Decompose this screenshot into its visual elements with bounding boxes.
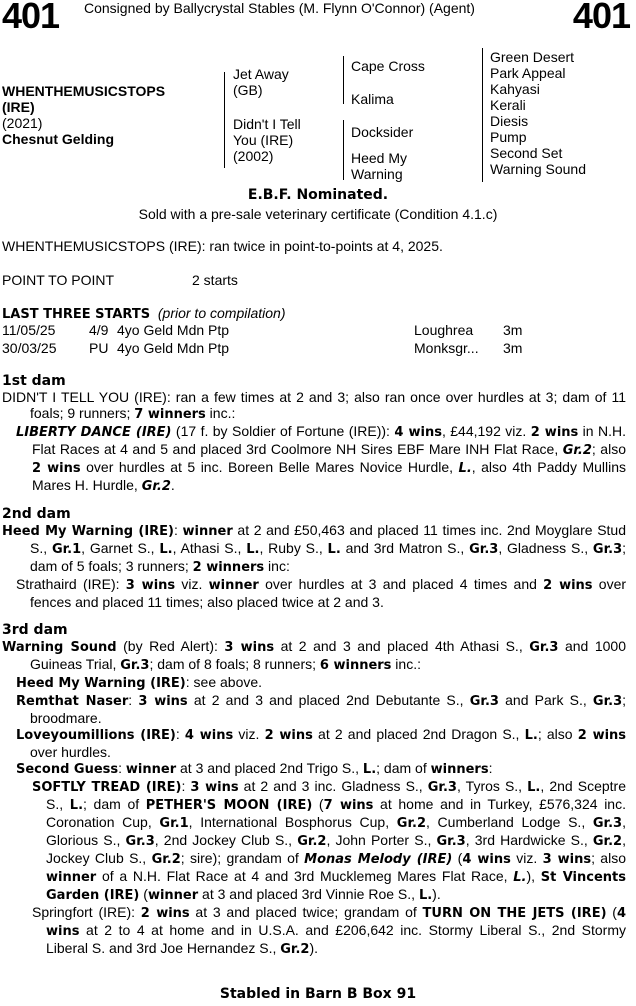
start-row-course: Loughrea <box>414 322 474 338</box>
second-dam-heading: 2nd dam <box>2 506 71 522</box>
horse-identity <box>2 83 165 147</box>
ebf-nominated: E.B.F. Nominated. <box>247 187 389 203</box>
pedigree-bracket-2a <box>343 56 344 104</box>
start-row-distance: 3m <box>503 322 523 338</box>
pedigree-bracket-1 <box>224 72 225 168</box>
race-record-value: 2 starts <box>192 272 238 288</box>
start-row-race: 4yo Geld Mdn Ptp <box>117 322 230 338</box>
start-row-distance: 3m <box>503 340 523 356</box>
first-dam-heading: 1st dam <box>2 373 66 389</box>
stabling-footer: Stabled in Barn B Box 91 <box>219 986 417 1002</box>
start-row-date: 30/03/25 <box>2 340 57 356</box>
pedigree-gen2-d: Heed My Warning <box>351 150 408 182</box>
start-row-date: 11/05/25 <box>2 322 56 338</box>
pedigree-gen3: Green Desert Park Appeal Kahyasi Kerali Diesis Pump Second Set Warning Sound <box>490 49 586 177</box>
pedigree-dam: Didn't I Tell You (IRE) (2002) <box>233 116 301 164</box>
horse-year: (2021) <box>2 115 43 131</box>
pedigree-gen2-b: Kalima <box>351 91 394 107</box>
pedigree-gen2-a: Cape Cross <box>351 58 425 74</box>
horse-name: WHENTHEMUSICSTOPS <box>2 83 166 99</box>
lot-number-right: 401 <box>572 0 630 36</box>
vet-certificate-note: Sold with a pre-sale veterinary certificate (Condition 4.1.c) <box>138 206 498 222</box>
consignor-line: Consigned by Ballycrystal Stables (M. Flynn O'Connor) (Agent) <box>84 0 475 16</box>
start-row-position: 4/9 <box>89 322 109 338</box>
lot-number-left: 401 <box>2 0 60 36</box>
pedigree-bracket-2b <box>343 120 344 180</box>
start-row-race: 4yo Geld Mdn Ptp <box>117 340 230 356</box>
start-row-position: PU <box>89 340 109 356</box>
pedigree-bracket-3 <box>482 48 483 182</box>
race-record-label: POINT TO POINT <box>2 272 115 288</box>
horse-summary: WHENTHEMUSICSTOPS (IRE): ran twice in point-to-points at 4, 2025. <box>2 238 443 254</box>
horse-suffix: (IRE) <box>2 99 35 115</box>
first-dam-text: DIDN'T I TELL YOU (IRE): ran a few times at 2 and 3; also ran once over hurdles at 3; dam of 11 foals; 9 runners; 7 winners inc.: LIBERTY DANCE (IRE) (17 f. by Soldier of Fortune (IRE)): 4 wins, £44,192 viz. 2 wins in N.H. Flat Races at 4 and 5 and placed 3rd Coolmore NH Sires EBF Mare INH Flat Race, Gr.2; also 2 wins over hurdles at 5 inc. Boreen Belle Mares Novice Hurdle, L., also 4th Paddy Mullins Mares H. Hurdle, Gr.2. <box>2 389 627 494</box>
second-dam-text: Heed My Warning (IRE): winner at 2 and £50,463 and placed 11 times inc. 2nd Moyglare Stud S., Gr.1, Garnet S., L., Athasi S., L., Ruby S., L. and 3rd Matron S., Gr.3, Gladness S., Gr.3; dam of 5 foals; 3 runners; 2 winners inc: Strathaird (IRE): 3 wins viz. winner over hurdles at 3 and placed 4 times and 2 wins over fences and placed 11 times; also placed twice at 2 and 3. <box>2 522 627 610</box>
pedigree-gen2-c: Docksider <box>351 124 414 140</box>
third-dam-heading: 3rd dam <box>2 622 68 638</box>
start-row-course: Monksgr... <box>414 340 479 356</box>
horse-description: Chesnut Gelding <box>2 131 114 147</box>
last-starts-heading: LAST THREE STARTS (prior to compilation) <box>2 305 286 322</box>
third-dam-text: Warning Sound (by Red Alert): 3 wins at 2 and 3 and placed 4th Athasi S., Gr.3 and 1000 Guineas Trial, Gr.3; dam of 8 foals; 8 runners; 6 winners inc.: Heed My Warning (IRE): see above. Remthat Naser: 3 wins at 2 and 3 and placed 2nd Debutante S., Gr.3 and Park S., Gr.3; broodmare. Loveyoumillions (IRE): 4 wins viz. 2 wins at 2 and placed 2nd Dragon S., L.; also 2 wins over hurdles. Second Guess: winner at 3 and placed 2nd Trigo S., L.; dam of winners: SOFTLY TREAD (IRE): 3 wins at 2 and 3 inc. Gladness S., Gr.3, Tyros S., L., 2nd Sceptre S., L.; dam of PETHER'S MOON (IRE) (7 wins at home and in Turkey, £576,324 inc. Coronation Cup, Gr.1, International Bosphorus Cup, Gr.2, Cumberland Lodge S., Gr.3, Glorious S., Gr.3, 2nd Jockey Club S., Gr.2, John Porter S., Gr.3, 3rd Hardwicke S., Gr.2, Jockey Club S., Gr.2; sire); grandam of Monas Melody (IRE) (4 wins viz. 3 wins; also winner of a N.H. Flat Race at 4 and 3rd Mucklemeg Mares Flat Race, L.), St Vincents Garden (IRE) (winner at 3 and placed 3rd Vinnie Roe S., L.). Springfort (IRE): 2 wins at 3 and placed twice; grandam of TURN ON THE JETS (IRE) (4 wins at 2 to 4 at home and in U.S.A. and £206,642 inc. Stormy Liberal S., 2nd Stormy Liberal S. and 3rd Joe Hernandez S., Gr.2). <box>2 638 627 957</box>
pedigree-sire: Jet Away (GB) <box>233 66 289 98</box>
